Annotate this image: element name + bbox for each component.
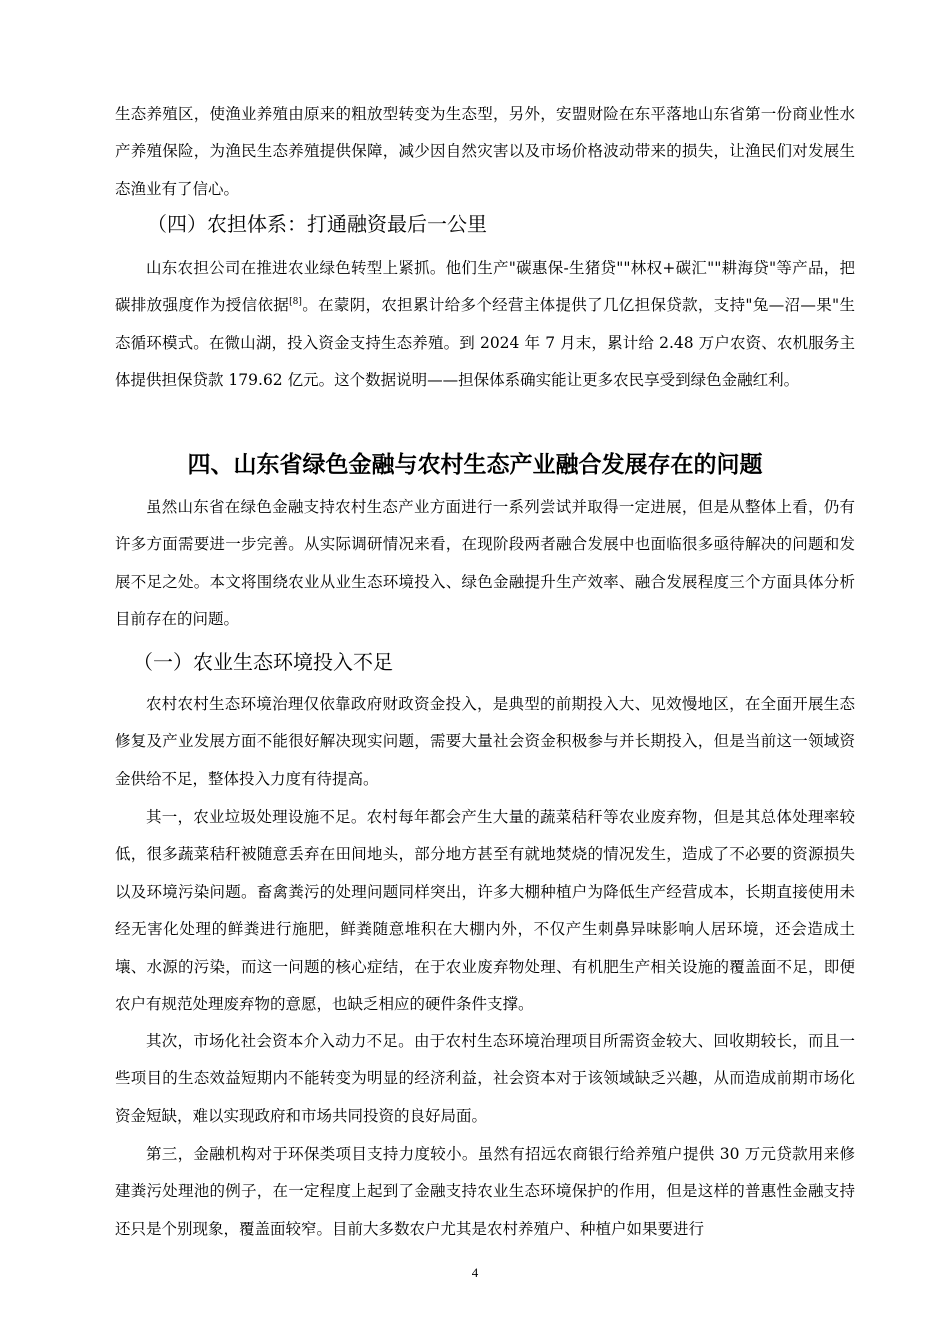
paragraph-shandong-guarantee-part2: 。在蒙阴，农担累计给多个经营主体提供了几亿担保贷款，支持"兔—沼—果"生态循环模式。在微山湖，投入资金支持生态养殖。到 2024 年 7 月末，累计给 2.48 万户农资、农机服务主体提供担保贷款 179.62 亿元。这个数据说明——担保体系确实能让更多农民享受到绿色金融红利。 <box>115 296 855 390</box>
paragraph-investment-overview: 农村农村生态环境治理仅依靠政府财政资金投入，是典型的前期投入大、见效慢地区，在全面开展生态修复及产业发展方面不能很好解决现实问题，需要大量社会资金积极参与并长期投入，但是当前这一领域资金供给不足，整体投入力度有待提高。 <box>115 695 855 788</box>
citation-ref-8: [8] <box>289 297 302 308</box>
subheading-guarantee-system: （四）农担体系：打通融资最后一公里 <box>147 212 487 236</box>
subheading-insufficient-investment: （一）农业生态环境投入不足 <box>133 650 393 674</box>
paragraph-financial-support: 第三，金融机构对于环保类项目支持力度较小。虽然有招远农商银行给养殖户提供 30 万元贷款用来修建粪污处理池的例子，在一定程度上起到了金融支持农业生态环境保护的作用，但是这样的普惠性金融支持还只是个别现象，覆盖面较窄。目前大多数农户尤其是农村养殖户、种植户如果要进行 <box>115 1145 855 1238</box>
paragraph-ecological-fishery: 生态养殖区，使渔业养殖由原来的粗放型转变为生态型，另外，安盟财险在东平落地山东省第一份商业性水产养殖保险，为渔民生态养殖提供保障，减少因自然灾害以及市场价格波动带来的损失，让渔民们对发展生态渔业有了信心。 <box>115 105 855 198</box>
section-heading-problems: 四、山东省绿色金融与农村生态产业融合发展存在的问题 <box>187 452 763 478</box>
paragraph-shandong-guarantee <box>115 250 855 400</box>
paragraph-waste-facilities: 其一，农业垃圾处理设施不足。农村每年都会产生大量的蔬菜秸秆等农业废弃物，但是其总体处理率较低，很多蔬菜秸秆被随意丢弃在田间地头，部分地方甚至有就地焚烧的情况发生，造成了不必要的资源损失以及环境污染问题。畜禽粪污的处理问题同样突出，许多大棚种植户为降低生产经营成本，长期直接使用未经无害化处理的鲜粪进行施肥，鲜粪随意堆积在大棚内外，不仅产生刺鼻异味影响人居环境，还会造成土壤、水源的污染，而这一问题的核心症结，在于农业废弃物处理、有机肥生产相关设施的覆盖面不足，即便农户有规范处理废弃物的意愿，也缺乏相应的硬件条件支撑。 <box>115 808 855 1014</box>
paragraph-social-capital: 其次，市场化社会资本介入动力不足。由于农村生态环境治理项目所需资金较大、回收期较长，而且一些项目的生态效益短期内不能转变为明显的经济利益，社会资本对于该领域缺乏兴趣，从而造成前期市场化资金短缺，难以实现政府和市场共同投资的良好局面。 <box>115 1032 855 1125</box>
paragraph-problems-intro: 虽然山东省在绿色金融支持农村生态产业方面进行一系列尝试并取得一定进展，但是从整体上看，仍有许多方面需要进一步完善。从实际调研情况来看，在现阶段两者融合发展中也面临很多亟待解决的问题和发展不足之处。本文将围绕农业从业生态环境投入、绿色金融提升生产效率、融合发展程度三个方面具体分析目前存在的问题。 <box>115 498 855 629</box>
paragraph-shandong-guarantee-part1: 山东农担公司在推进农业绿色转型上紧抓。他们生产"碳惠保-生猪贷""林权+碳汇""耕海贷"等产品，把碳排放强度作为授信依据 <box>115 259 855 315</box>
page-number: 4 <box>471 1265 479 1280</box>
